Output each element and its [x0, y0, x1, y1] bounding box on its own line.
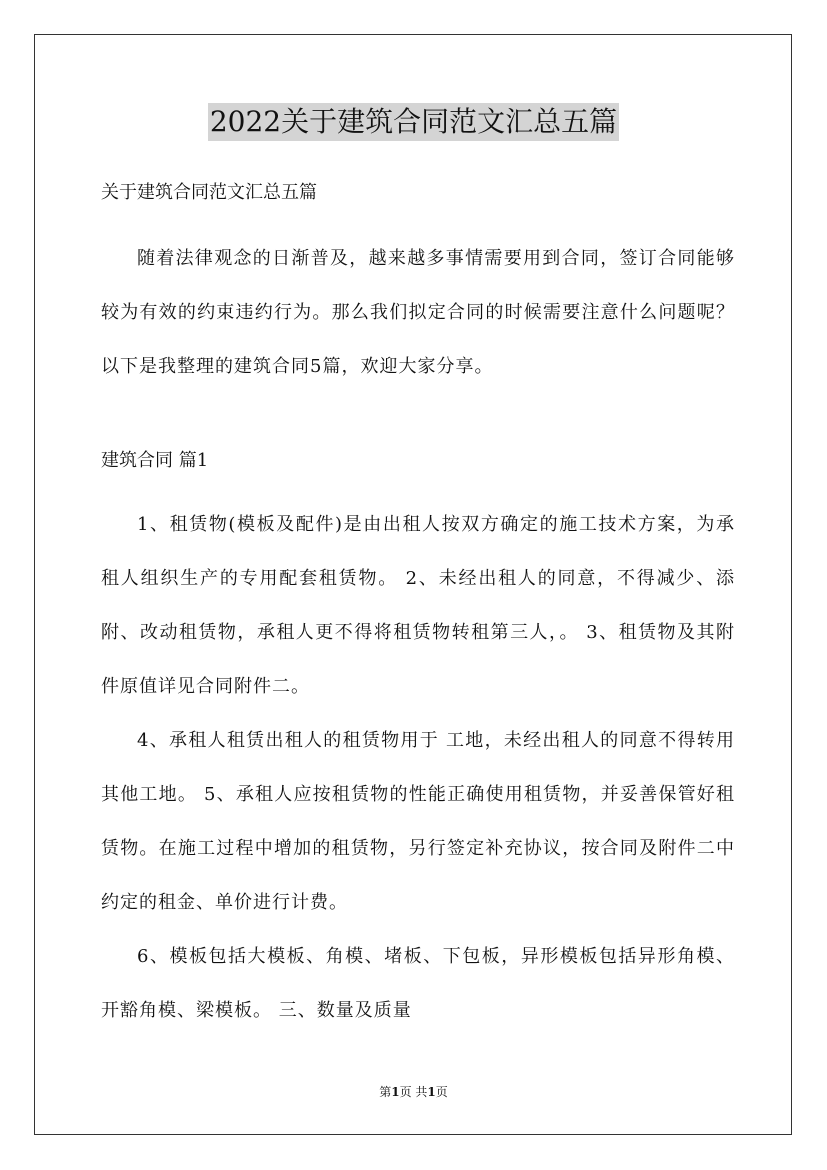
- footer-page-suffix: 页: [435, 1085, 448, 1099]
- section-body: [101, 498, 735, 1038]
- footer-page-total: 1: [427, 1085, 436, 1099]
- title-container: [0, 103, 827, 141]
- body-paragraph: 1、租赁物(模板及配件)是由出租人按双方确定的施工技术方案，为承租人组织生产的专用配套租赁物。 2、未经出租人的同意，不得减少、添附、改动租赁物，承租人更不得将租赁物转租第三人，。 3、租赁物及其附件原值详见合同附件二。: [101, 514, 735, 697]
- document-content: [101, 178, 735, 1038]
- intro-paragraph: 随着法律观念的日渐普及，越来越多事情需要用到合同，签订合同能够较为有效的约束违约行为。那么我们拟定合同的时候需要注意什么问题呢？以下是我整理的建筑合同5篇，欢迎大家分享。: [101, 248, 735, 377]
- footer-page-number: 1: [391, 1085, 400, 1099]
- body-paragraph: 4、承租人租赁出租人的租赁物用于 工地，未经出租人的同意不得转用其他工地。 5、承租人应按租赁物的性能正确使用租赁物，并妥善保管好租赁物。在施工过程中增加的租赁物，另行签定补充协议，按合同及附件二中约定的租金、单价进行计费。: [101, 730, 735, 913]
- document-title: 2022关于建筑合同范文汇总五篇: [208, 103, 619, 141]
- body-paragraph: 6、模板包括大模板、角模、堵板、下包板，异形模板包括异形角模、开豁角模、梁模板。 三、数量及质量: [101, 946, 735, 1021]
- document-subtitle: 关于建筑合同范文汇总五篇: [101, 182, 317, 203]
- section-heading: 建筑合同 篇1: [101, 450, 209, 471]
- page-footer: [0, 1083, 827, 1101]
- footer-page-prefix: 第: [379, 1085, 392, 1099]
- footer-page-mid: 页 共: [399, 1085, 428, 1099]
